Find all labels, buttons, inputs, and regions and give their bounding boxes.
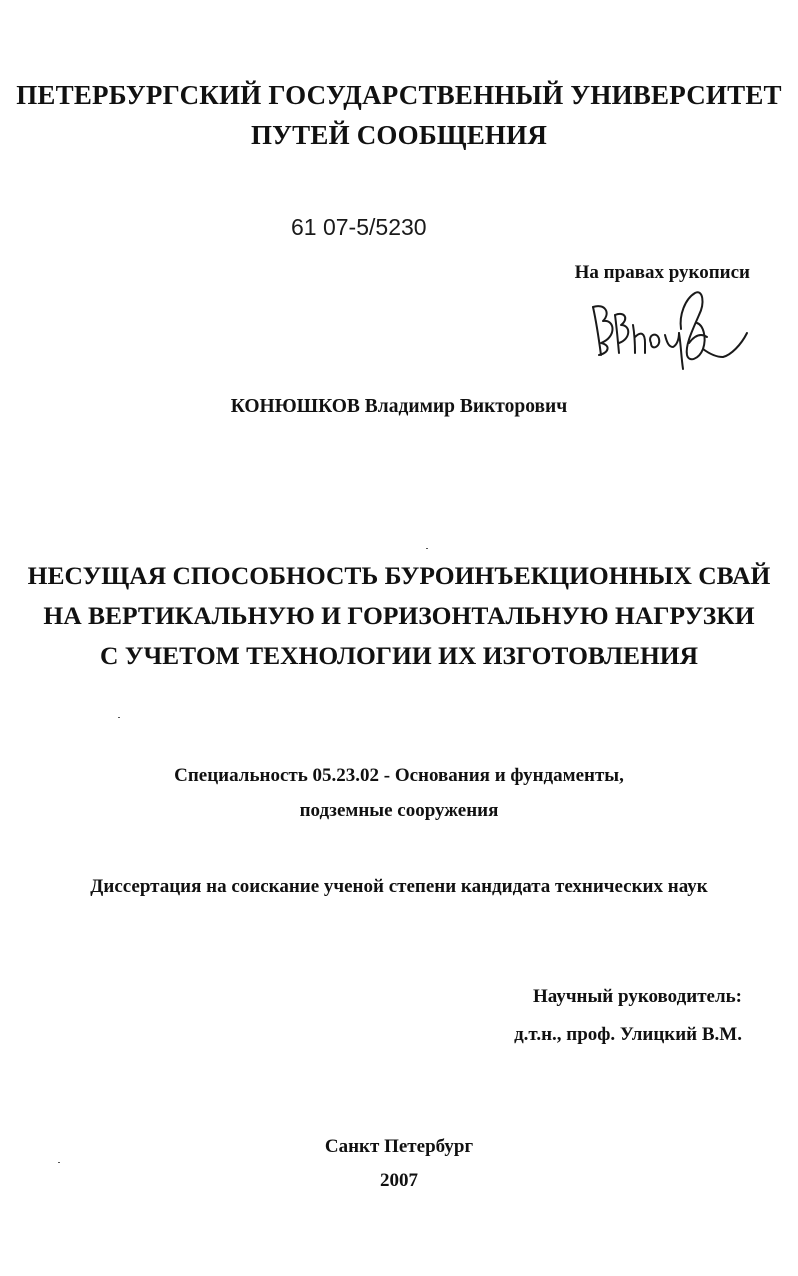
advisor-name: д.т.н., проф. Улицкий В.М. <box>514 1024 742 1045</box>
dissertation-title <box>0 556 798 676</box>
university-name-line2: ПУТЕЙ СООБЩЕНИЯ <box>250 120 548 150</box>
handwritten-signature <box>585 285 755 375</box>
author-name: КОНЮШКОВ Владимир Викторович <box>230 396 568 417</box>
city: Санкт Петербург <box>324 1136 474 1157</box>
specialty-line2: подземные сооружения <box>299 800 499 821</box>
library-code: 61 07-5/5230 <box>291 214 427 240</box>
university-name-line1: ПЕТЕРБУРГСКИЙ ГОСУДАРСТВЕННЫЙ УНИВЕРСИТЕТ <box>16 80 782 110</box>
scan-speck <box>58 1162 60 1163</box>
year: 2007 <box>380 1170 418 1191</box>
scan-speck <box>118 717 120 718</box>
manuscript-rights: На правах рукописи <box>574 262 750 283</box>
title-line-1: НЕСУЩАЯ СПОСОБНОСТЬ БУРОИНЪЕКЦИОННЫХ СВАЙ <box>27 561 771 590</box>
title-line-2: НА ВЕРТИКАЛЬНУЮ И ГОРИЗОНТАЛЬНУЮ НАГРУЗКИ <box>43 601 755 630</box>
title-line-3: С УЧЕТОМ ТЕХНОЛОГИИ ИХ ИЗГОТОВЛЕНИЯ <box>99 641 699 670</box>
scan-speck <box>426 548 428 549</box>
advisor-label: Научный руководитель: <box>533 986 742 1007</box>
specialty-line1: Специальность 05.23.02 - Основания и фундаменты, <box>174 765 624 786</box>
dissertation-degree: Диссертация на соискание ученой степени кандидата технических наук <box>90 876 708 897</box>
